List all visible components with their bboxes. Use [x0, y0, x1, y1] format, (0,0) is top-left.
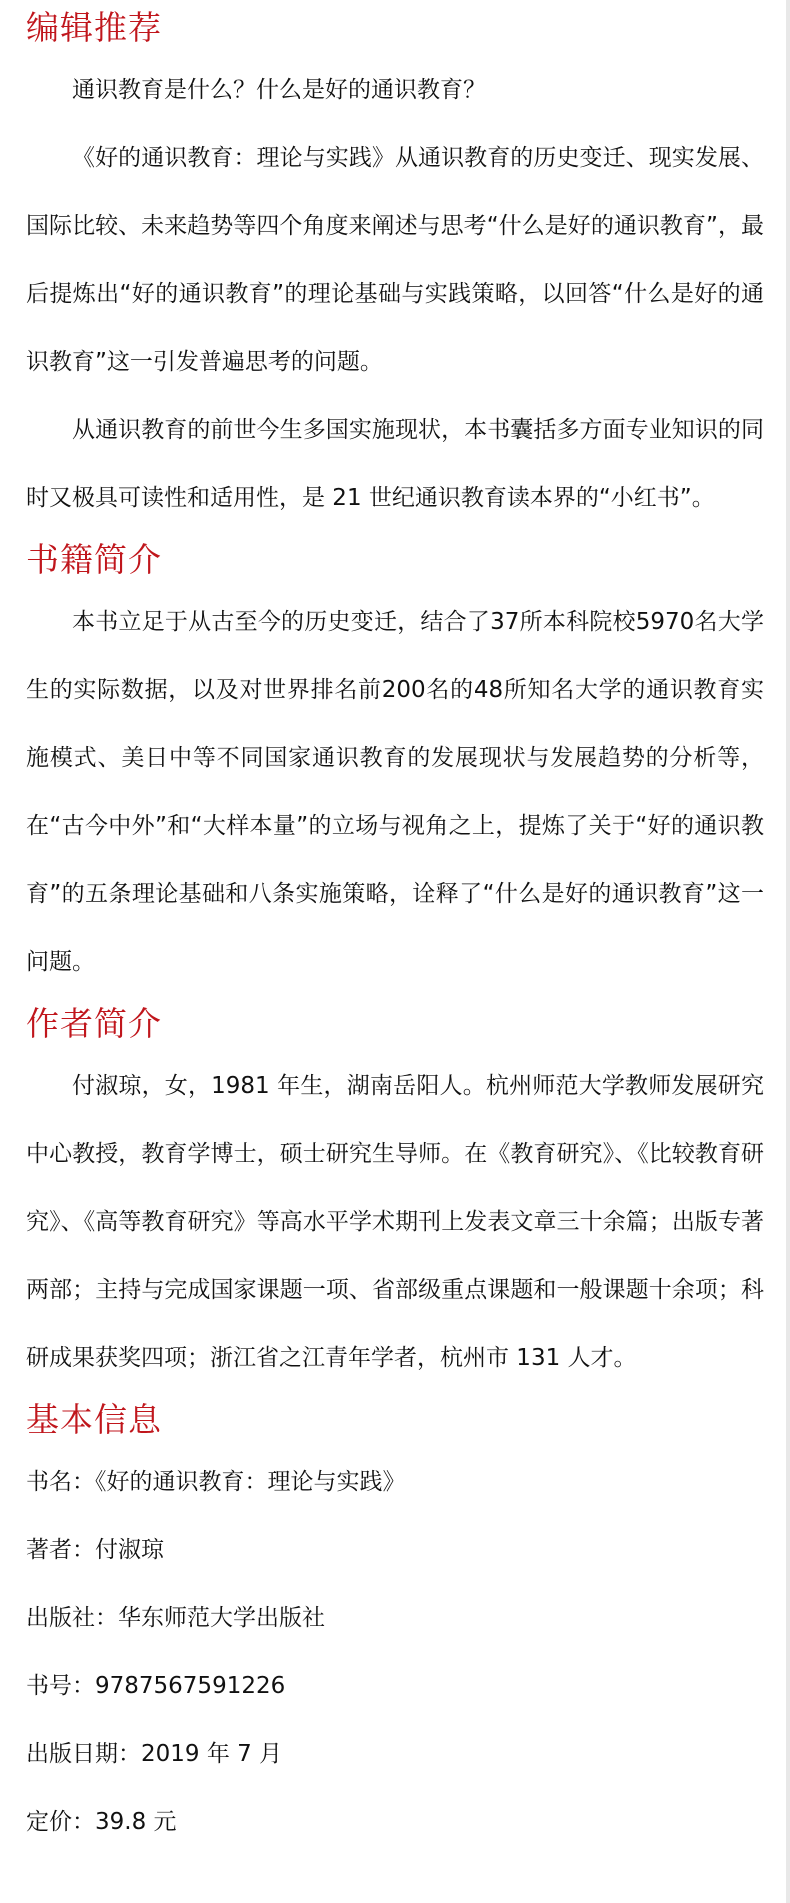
author-intro-section: [26, 996, 764, 1392]
paragraph: 《好的通识教育：理论与实践》从通识教育的历史变迁、现实发展、国际比较、未来趋势等四个角度来阐述与思考“什么是好的通识教育”，最后提炼出“好的通识教育”的理论基础与实践策略，以回答“什么是好的通识教育”这一引发普遍思考的问题。: [26, 145, 764, 375]
paragraph: 本书立足于从古至今的历史变迁，结合了37所本科院校5970名大学生的实际数据，以及对世界排名前200名的48所知名大学的通识教育实施模式、美日中等不同国家通识教育的发展现状与发展趋势的分析等，在“古今中外”和“大样本量”的立场与视角之上，提炼了关于“好的通识教育”的五条理论基础和八条实施策略，诠释了“什么是好的通识教育”这一问题。: [26, 609, 764, 975]
info-price: 定价：39.8 元: [26, 1809, 177, 1835]
info-publish-date: 出版日期：2019 年 7 月: [26, 1741, 283, 1767]
section-title-author-intro: 作者简介: [26, 1004, 162, 1043]
info-isbn: 书号：9787567591226: [26, 1673, 286, 1699]
section-title-book-intro: 书籍简介: [26, 540, 162, 579]
basic-info-section: [26, 1392, 764, 1856]
info-author: 著者：付淑琼: [26, 1537, 164, 1563]
page-edge-divider: [786, 0, 790, 1903]
info-publisher: 出版社：华东师范大学出版社: [26, 1605, 325, 1631]
section-title-editor-recommendation: 编辑推荐: [26, 8, 162, 47]
info-book-title: 书名：《好的通识教育：理论与实践》: [26, 1469, 406, 1495]
book-intro-section: [26, 532, 764, 996]
paragraph: 通识教育是什么？什么是好的通识教育？: [72, 77, 486, 103]
paragraph: 从通识教育的前世今生多国实施现状，本书囊括多方面专业知识的同时又极具可读性和适用性，是 21 世纪通识教育读本界的“小红书”。: [26, 417, 764, 511]
editor-recommendation-section: [26, 0, 764, 532]
section-title-basic-info: 基本信息: [26, 1400, 162, 1439]
paragraph: 付淑琼，女，1981 年生，湖南岳阳人。杭州师范大学教师发展研究中心教授，教育学博士，硕士研究生导师。在《教育研究》、《比较教育研究》、《高等教育研究》等高水平学术期刊上发表文章三十余篇；出版专著两部；主持与完成国家课题一项、省部级重点课题和一般课题十余项；科研成果获奖四项；浙江省之江青年学者，杭州市 131 人才。: [26, 1073, 764, 1371]
